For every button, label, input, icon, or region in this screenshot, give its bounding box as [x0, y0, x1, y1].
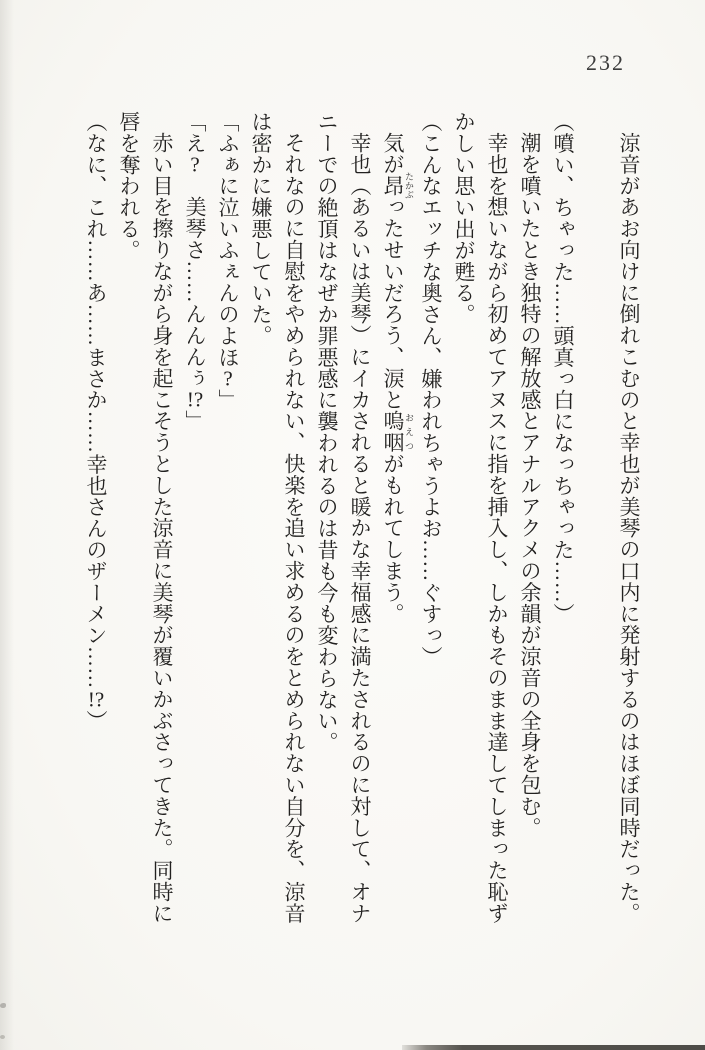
text-line: 「ふぁに泣いふぇんのよほ?」 — [216, 111, 240, 411]
text-line: （なに、これ……あ……まさか……幸也さんのザーメン……!?） — [84, 111, 108, 732]
scan-edge-artifact — [402, 1045, 705, 1050]
tatechuyoko-punctuation: !? — [87, 688, 105, 710]
text-line: ニーでの絶頂はなぜか罪悪感に襲われるのは昔も今も変わらない。 — [315, 111, 339, 753]
text-line: 唇を奪われる。 — [117, 111, 141, 261]
furigana-text: おえつ — [404, 410, 414, 454]
text-line: かしい思い出が甦る。 — [452, 111, 476, 325]
text-line: 赤い目を擦りながら身を起こそうとした涼音に美琴が覆いかぶさってきた。同時に — [150, 132, 174, 924]
text-line: （噴い、ちゃった……頭真っ白になっちゃった……） — [551, 111, 575, 625]
tatechuyoko-punctuation: ? — [190, 153, 200, 175]
blank-line — [579, 111, 612, 939]
text-line: それなのに自慰をやめられない、快楽を追い求めるのをとめられない自分を、涼音 — [282, 132, 306, 924]
tatechuyoko-punctuation: ? — [223, 367, 233, 389]
text-line: 「え? 美琴さ……んんんぅ!?」 — [183, 111, 207, 432]
text-line: 幸也を想いながら初めてアヌスに指を挿入し、しかもそのまま達してしまった恥ず — [485, 132, 509, 924]
text-line: 潮を噴いたとき独特の解放感とアナルアクメの余韻が涼音の全身を包む。 — [518, 132, 542, 839]
text-line: は密かに嫌悪していた。 — [249, 111, 273, 347]
furigana-ruby: 昂 たかぶ — [381, 172, 414, 200]
page-number: 232 — [586, 50, 625, 75]
vertical-text-block — [79, 111, 645, 939]
text-line: （こんなエッチな奥さん、嫌われちゃうよお……ぐすっ） — [419, 111, 443, 668]
text-line: 涼音があお向けに倒れこむのと幸也が美琴の口内に発射するのはほぼ同時だった。 — [617, 132, 641, 924]
furigana-text: たかぶ — [404, 172, 414, 200]
scan-speck — [0, 1035, 5, 1039]
scan-speck — [0, 1003, 6, 1008]
text-line: 気が昂 たかぶったせいだろう、涙と嗚咽 おえつがもれてしまう。 — [381, 132, 414, 625]
furigana-ruby: 嗚咽 おえつ — [381, 410, 414, 454]
text-line: 幸也（あるいは美琴）にイカされると暖かな幸福感に満たされるのに対して、オナ — [348, 132, 372, 924]
tatechuyoko-punctuation: !? — [186, 388, 204, 410]
